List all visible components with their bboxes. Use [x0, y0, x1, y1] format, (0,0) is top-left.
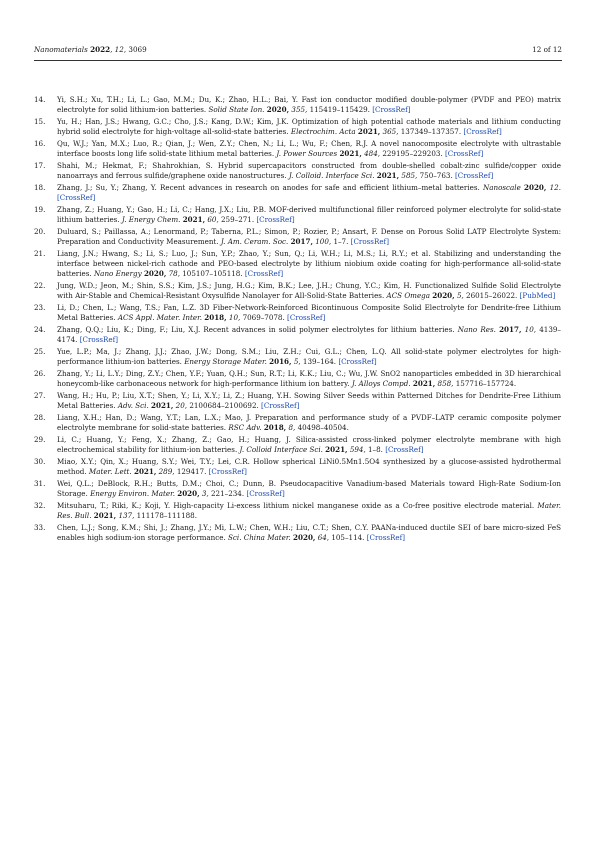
reference-link[interactable]: [CrossRef]: [244, 269, 284, 278]
reference-year: 2020,: [432, 291, 455, 300]
reference-number: 30.: [34, 457, 46, 466]
reference-authors-title: Yi, S.H.; Xu, T.H.; Li, L.; Gao, M.M.; Du, K.; Zhao, H.L.; Bai, Y. Fast ion conductor modified double-polymer (PVDF and PEO) matrix electrolyte for solid lithium-ion batteries.: [57, 95, 561, 114]
reference-link[interactable]: [CrossRef]: [246, 489, 285, 498]
reference-volume: 137,: [118, 511, 135, 520]
reference-link[interactable]: [CrossRef]: [338, 357, 377, 366]
reference-item: [34, 95, 561, 115]
reference-volume: 20,: [175, 401, 188, 410]
reference-number: 33.: [34, 523, 46, 532]
reference-number: 17.: [34, 161, 46, 170]
reference-authors-title: Mitsuharu, T.; Riki, K.; Koji, Y. High-capacity Li-excess lithium nickel manganese oxide as a Co-free positive electrode material.: [57, 501, 535, 510]
reference-year: 2020,: [293, 533, 316, 542]
reference-number: 24.: [34, 325, 46, 334]
reference-volume: 585,: [401, 171, 418, 180]
reference-journal: Mater. Lett.: [88, 467, 132, 476]
journal-year: 2022: [90, 45, 111, 54]
reference-item: [34, 501, 561, 521]
reference-journal: J. Colloid Interface Sci.: [239, 445, 323, 454]
reference-number: 26.: [34, 369, 46, 378]
reference-journal: ACS Appl. Mater. Inter.: [117, 313, 202, 322]
reference-link[interactable]: [CrossRef]: [444, 149, 484, 158]
reference-pages: 105–114.: [331, 533, 365, 542]
reference-year: 2021,: [133, 467, 157, 476]
reference-item: [34, 303, 561, 323]
reference-volume: 289,: [158, 467, 175, 476]
reference-item: [34, 281, 561, 301]
reference-item: [34, 183, 561, 203]
reference-number: 29.: [34, 435, 46, 444]
reference-journal: J. Alloys Compd.: [351, 379, 411, 388]
reference-volume: 858,: [437, 379, 454, 388]
reference-item: [34, 161, 561, 181]
reference-year: 2018,: [204, 313, 227, 322]
reference-link[interactable]: [CrossRef]: [256, 215, 295, 224]
reference-year: 2017,: [499, 325, 522, 334]
reference-year: 2021,: [182, 215, 206, 224]
reference-authors-title: Chen, L.J.; Song, K.M.; Shi, J.; Zhang, J.Y.; Mi, L.W.; Chen, W.H.; Liu, C.T.; Shen, C.Y. PAANa-induced ductile SEI of bare micro-sized FeS enables high sodium-ion storage performance.: [57, 523, 561, 542]
reference-journal: Electrochim. Acta: [290, 127, 356, 136]
reference-volume: 64,: [317, 533, 330, 542]
reference-authors-title: Qu, W.J.; Yan, M.X.; Luo, R.; Qian, J.; Wen, Z.Y.; Chen, N.; Li, L.; Wu, F.; Chen, R.J. A novel nanocomposite electrolyte with ultrastable interface boosts long life solid-state lithium metal batteries.: [57, 139, 561, 158]
reference-authors-title: Yue, L.P.; Ma, J.; Zhang, J.J.; Zhao, J.W.; Dong, S.M.; Liu, Z.H.; Cui, G.L.; Chen, L.Q. All solid-state polymer electrolytes for high-performance lithium-ion batteries.: [57, 347, 561, 366]
reference-authors-title: Duluard, S.; Paillassa, A.; Lenormand, P.; Taberna, P.L.; Simon, P.; Rozier, P.; Ansart, F. Dense on Porous Solid LATP Electrolyte System: Preparation and Conductivity Measurement.: [57, 227, 561, 246]
reference-year: 2021,: [151, 401, 174, 410]
reference-journal: ACS Omega: [386, 291, 430, 300]
reference-number: 32.: [34, 501, 46, 510]
reference-year: 2021,: [412, 379, 436, 388]
reference-authors-title: Yu, H.; Han, J.S.; Hwang, G.C.; Cho, J.S.; Kang, D.W.; Kim, J.K. Optimization of high potential cathode materials and lithium conducting hybrid solid electrolyte for high-voltage all-solid-state batteries.: [57, 117, 561, 136]
reference-number: 14.: [34, 95, 46, 104]
reference-pages: 111178–111188.: [136, 511, 197, 520]
reference-authors-title: Shahi, M.; Hekmat, F.; Shahrokhian, S. Hybrid supercapacitors constructed from double-shelled cobalt-zinc sulfide/copper oxide nanoarrays and ferrous sulfide/graphene oxide nanostructures.: [57, 161, 561, 180]
reference-volume: 5,: [293, 357, 301, 366]
reference-item: [34, 325, 561, 345]
reference-journal: Energy Environ. Mater.: [90, 489, 175, 498]
reference-journal: Sci. China Mater.: [228, 533, 291, 542]
reference-number: 27.: [34, 391, 46, 400]
reference-pages: 115419–115429.: [309, 105, 370, 114]
reference-year: 2020,: [524, 183, 547, 192]
article-number: 3069: [128, 45, 147, 54]
reference-pages: 4139–4174.: [57, 325, 561, 344]
reference-link[interactable]: [CrossRef]: [385, 445, 424, 454]
reference-volume: 5,: [456, 291, 464, 300]
reference-link[interactable]: [CrossRef]: [350, 237, 389, 246]
reference-pages: 7069–7078.: [242, 313, 285, 322]
reference-item: [34, 457, 561, 477]
reference-year: 2021,: [93, 511, 117, 520]
reference-journal: J. Am. Ceram. Soc.: [220, 237, 289, 246]
reference-pages: 1–8.: [368, 445, 383, 454]
reference-pages: 137349–137357.: [400, 127, 462, 136]
reference-authors-title: Wei, Q.L.; DeBlock, R.H.; Butts, D.M.; Choi, C.; Dunn, B. Pseudocapacitive Vanadium-based Materials toward High-Rate Sodium-Ion Storage.: [57, 479, 561, 498]
reference-authors-title: Zhang, J.; Su, Y.; Zhang, Y. Recent advances in research on anodes for safe and efficient lithium–metal batteries.: [57, 183, 480, 192]
journal-volume: 12: [114, 45, 124, 54]
reference-pages: 221–234.: [211, 489, 245, 498]
reference-volume: 78,: [168, 269, 180, 278]
reference-volume: 60,: [207, 215, 219, 224]
reference-year: 2018,: [263, 423, 287, 432]
reference-journal: J. Power Sources: [276, 149, 338, 158]
reference-year: 2020,: [177, 489, 200, 498]
reference-year: 2021,: [325, 445, 348, 454]
reference-authors-title: Zhang, Q.Q.; Liu, K.; Ding, F.; Liu, X.J. Recent advances in solid polymer electrolytes for lithium batteries.: [57, 325, 455, 334]
journal-name: Nanomaterials: [34, 45, 88, 54]
reference-volume: 10,: [524, 325, 537, 334]
reference-number: 31.: [34, 479, 46, 488]
reference-link[interactable]: [CrossRef]: [372, 105, 411, 114]
reference-pages: 750–763.: [419, 171, 453, 180]
reference-item: [34, 139, 561, 159]
reference-volume: 8,: [288, 423, 296, 432]
reference-pages: 157716–157724.: [455, 379, 517, 388]
reference-item: [34, 413, 561, 433]
page-number: 12 of 12: [532, 45, 562, 54]
reference-year: 2020,: [266, 105, 290, 114]
reference-authors-title: Li, D.; Chen, L.; Wang, T.S.; Fan, L.Z. 3D Fiber-Network-Reinforced Bicontinuous Composite Solid Electrolyte for Dendrite-free Lithium Metal Batteries.: [57, 303, 561, 322]
reference-authors-title: Miao, X.Y.; Qin, X.; Huang, S.Y.; Wei, T.Y.; Lei, C.R. Hollow spherical LiNi0.5Mn1.5O4 synthesized by a glucose-assisted hydrothermal method.: [57, 457, 561, 476]
reference-volume: 365,: [382, 127, 399, 136]
reference-link[interactable]: [CrossRef]: [287, 313, 326, 322]
reference-link[interactable]: [CrossRef]: [57, 193, 96, 202]
reference-number: 16.: [34, 139, 46, 148]
reference-link[interactable]: [CrossRef]: [208, 467, 247, 476]
reference-item: [34, 435, 561, 455]
reference-pages: 229195–229203.: [382, 149, 443, 158]
reference-link[interactable]: [CrossRef]: [261, 401, 300, 410]
reference-volume: 484,: [364, 149, 381, 158]
reference-list: [34, 95, 561, 545]
reference-pages: 259–271.: [221, 215, 255, 224]
reference-journal: Solid State Ion.: [208, 105, 265, 114]
reference-volume: 10,: [228, 313, 241, 322]
reference-journal: Adv. Sci.: [117, 401, 149, 410]
reference-pages: 1–7.: [333, 237, 349, 246]
reference-pages: 40498–40504.: [297, 423, 349, 432]
reference-volume: 594,: [349, 445, 366, 454]
reference-number: 22.: [34, 281, 46, 290]
reference-link[interactable]: [CrossRef]: [455, 171, 494, 180]
reference-year: 2020,: [143, 269, 167, 278]
reference-journal: Energy Storage Mater.: [184, 357, 267, 366]
reference-journal: J. Energy Chem.: [121, 215, 181, 224]
reference-link[interactable]: [CrossRef]: [463, 127, 502, 136]
reference-volume: 100,: [315, 237, 332, 246]
reference-journal: J. Colloid. Interface Sci.: [288, 171, 375, 180]
reference-pages: 26015–26022.: [466, 291, 518, 300]
reference-item: [34, 391, 561, 411]
reference-item: [34, 117, 561, 137]
page-header: [34, 40, 562, 61]
reference-authors-title: Zhang, Y.; Li, L.Y.; Ding, Z.Y.; Chen, Y.F.; Yuan, Q.H.; Sun, R.T.; Li, K.K.; Liu, C.; Wu, J.W. SnO2 nanoparticles embedded in 3D hierarchical honeycomb-like carbonaceous network for high-performance lithium ion battery.: [57, 369, 561, 388]
reference-link[interactable]: [CrossRef]: [79, 335, 119, 344]
reference-pages: 105107–105118.: [182, 269, 243, 278]
reference-number: 20.: [34, 227, 46, 236]
reference-pages: 139–164.: [302, 357, 337, 366]
reference-number: 18.: [34, 183, 46, 192]
reference-authors-title: Liang, X.H.; Han, D.; Wang, Y.T.; Lan, L.X.; Mao, J. Preparation and performance study of a PVDF–LATP ceramic composite polymer electrolyte membrane for solid-state batteries.: [57, 413, 561, 432]
reference-year: 2021,: [376, 171, 400, 180]
reference-journal: Nano Res.: [457, 325, 496, 334]
reference-number: 15.: [34, 117, 46, 126]
journal-citation: Nanomaterials 2022, 12, 3069: [34, 45, 147, 54]
reference-journal: RSC Adv.: [228, 423, 262, 432]
reference-year: 2016,: [269, 357, 292, 366]
reference-number: 28.: [34, 413, 46, 422]
reference-number: 23.: [34, 303, 46, 312]
reference-journal: Nano Energy: [93, 269, 142, 278]
reference-authors-title: Liang, J.N.; Hwang, S.; Li, S.; Luo, J.; Sun, Y.P.; Zhao, Y.; Sun, Q.; Li, W.H.; Li, M.S.; Li, R.Y.; et al. Stabilizing and understanding the interface between nickel-rich cathode and PEO-based electrolyte by lithium niobium oxide coating for high-performance all-solid-state batteries.: [57, 249, 561, 278]
reference-number: 25.: [34, 347, 46, 356]
reference-item: [34, 523, 561, 543]
reference-item: [34, 227, 561, 247]
reference-link[interactable]: [CrossRef]: [366, 533, 406, 542]
reference-volume: 3,: [201, 489, 209, 498]
reference-item: [34, 249, 561, 279]
reference-authors-title: Li, C.; Huang, Y.; Feng, X.; Zhang, Z.; Gao, H.; Huang, J. Silica-assisted cross-linked polymer electrolyte membrane with high electrochemical stability for lithium-ion batteries.: [57, 435, 561, 454]
reference-year: 2021,: [357, 127, 381, 136]
reference-number: 19.: [34, 205, 46, 214]
reference-item: [34, 479, 561, 499]
reference-journal: Mater. Res. Bull.: [57, 501, 561, 520]
reference-link[interactable]: [PubMed]: [519, 291, 556, 300]
reference-pages: 129417.: [176, 467, 207, 476]
reference-volume: 355,: [291, 105, 308, 114]
reference-authors-title: Wang, H.; Hu, P.; Liu, X.T.; Shen, Y.; Li, X.Y.; Li, Z.; Huang, Y.H. Sowing Silver Seeds within Patterned Ditches for Dendrite-Free Lithium Metal Batteries.: [57, 391, 561, 410]
reference-pages: 2100684–2100692.: [189, 401, 259, 410]
reference-year: 2021,: [339, 149, 362, 158]
reference-item: [34, 205, 561, 225]
reference-number: 21.: [34, 249, 46, 258]
reference-journal: Nanoscale: [482, 183, 521, 192]
reference-authors-title: Jung, W.D.; Jeon, M.; Shin, S.S.; Kim, J.S.; Jung, H.G.; Kim, B.K.; Lee, J.H.; Chung, Y.C.; Kim, H. Functionalized Sulfide Solid Electrolyte with Air-Stable and Chemical-Resistant Oxysulfide Nanolayer for All-Solid-State Batteries.: [57, 281, 561, 300]
reference-volume: 12.: [549, 183, 561, 192]
reference-item: [34, 369, 561, 389]
reference-item: [34, 347, 561, 367]
reference-year: 2017,: [290, 237, 313, 246]
reference-authors-title: Zhang, Z.; Huang, Y.; Gao, H.; Li, C.; Hang, J.X.; Liu, P.B. MOF-derived multifunctional filler reinforced polymer electrolyte for solid-state lithium batteries.: [57, 205, 561, 224]
